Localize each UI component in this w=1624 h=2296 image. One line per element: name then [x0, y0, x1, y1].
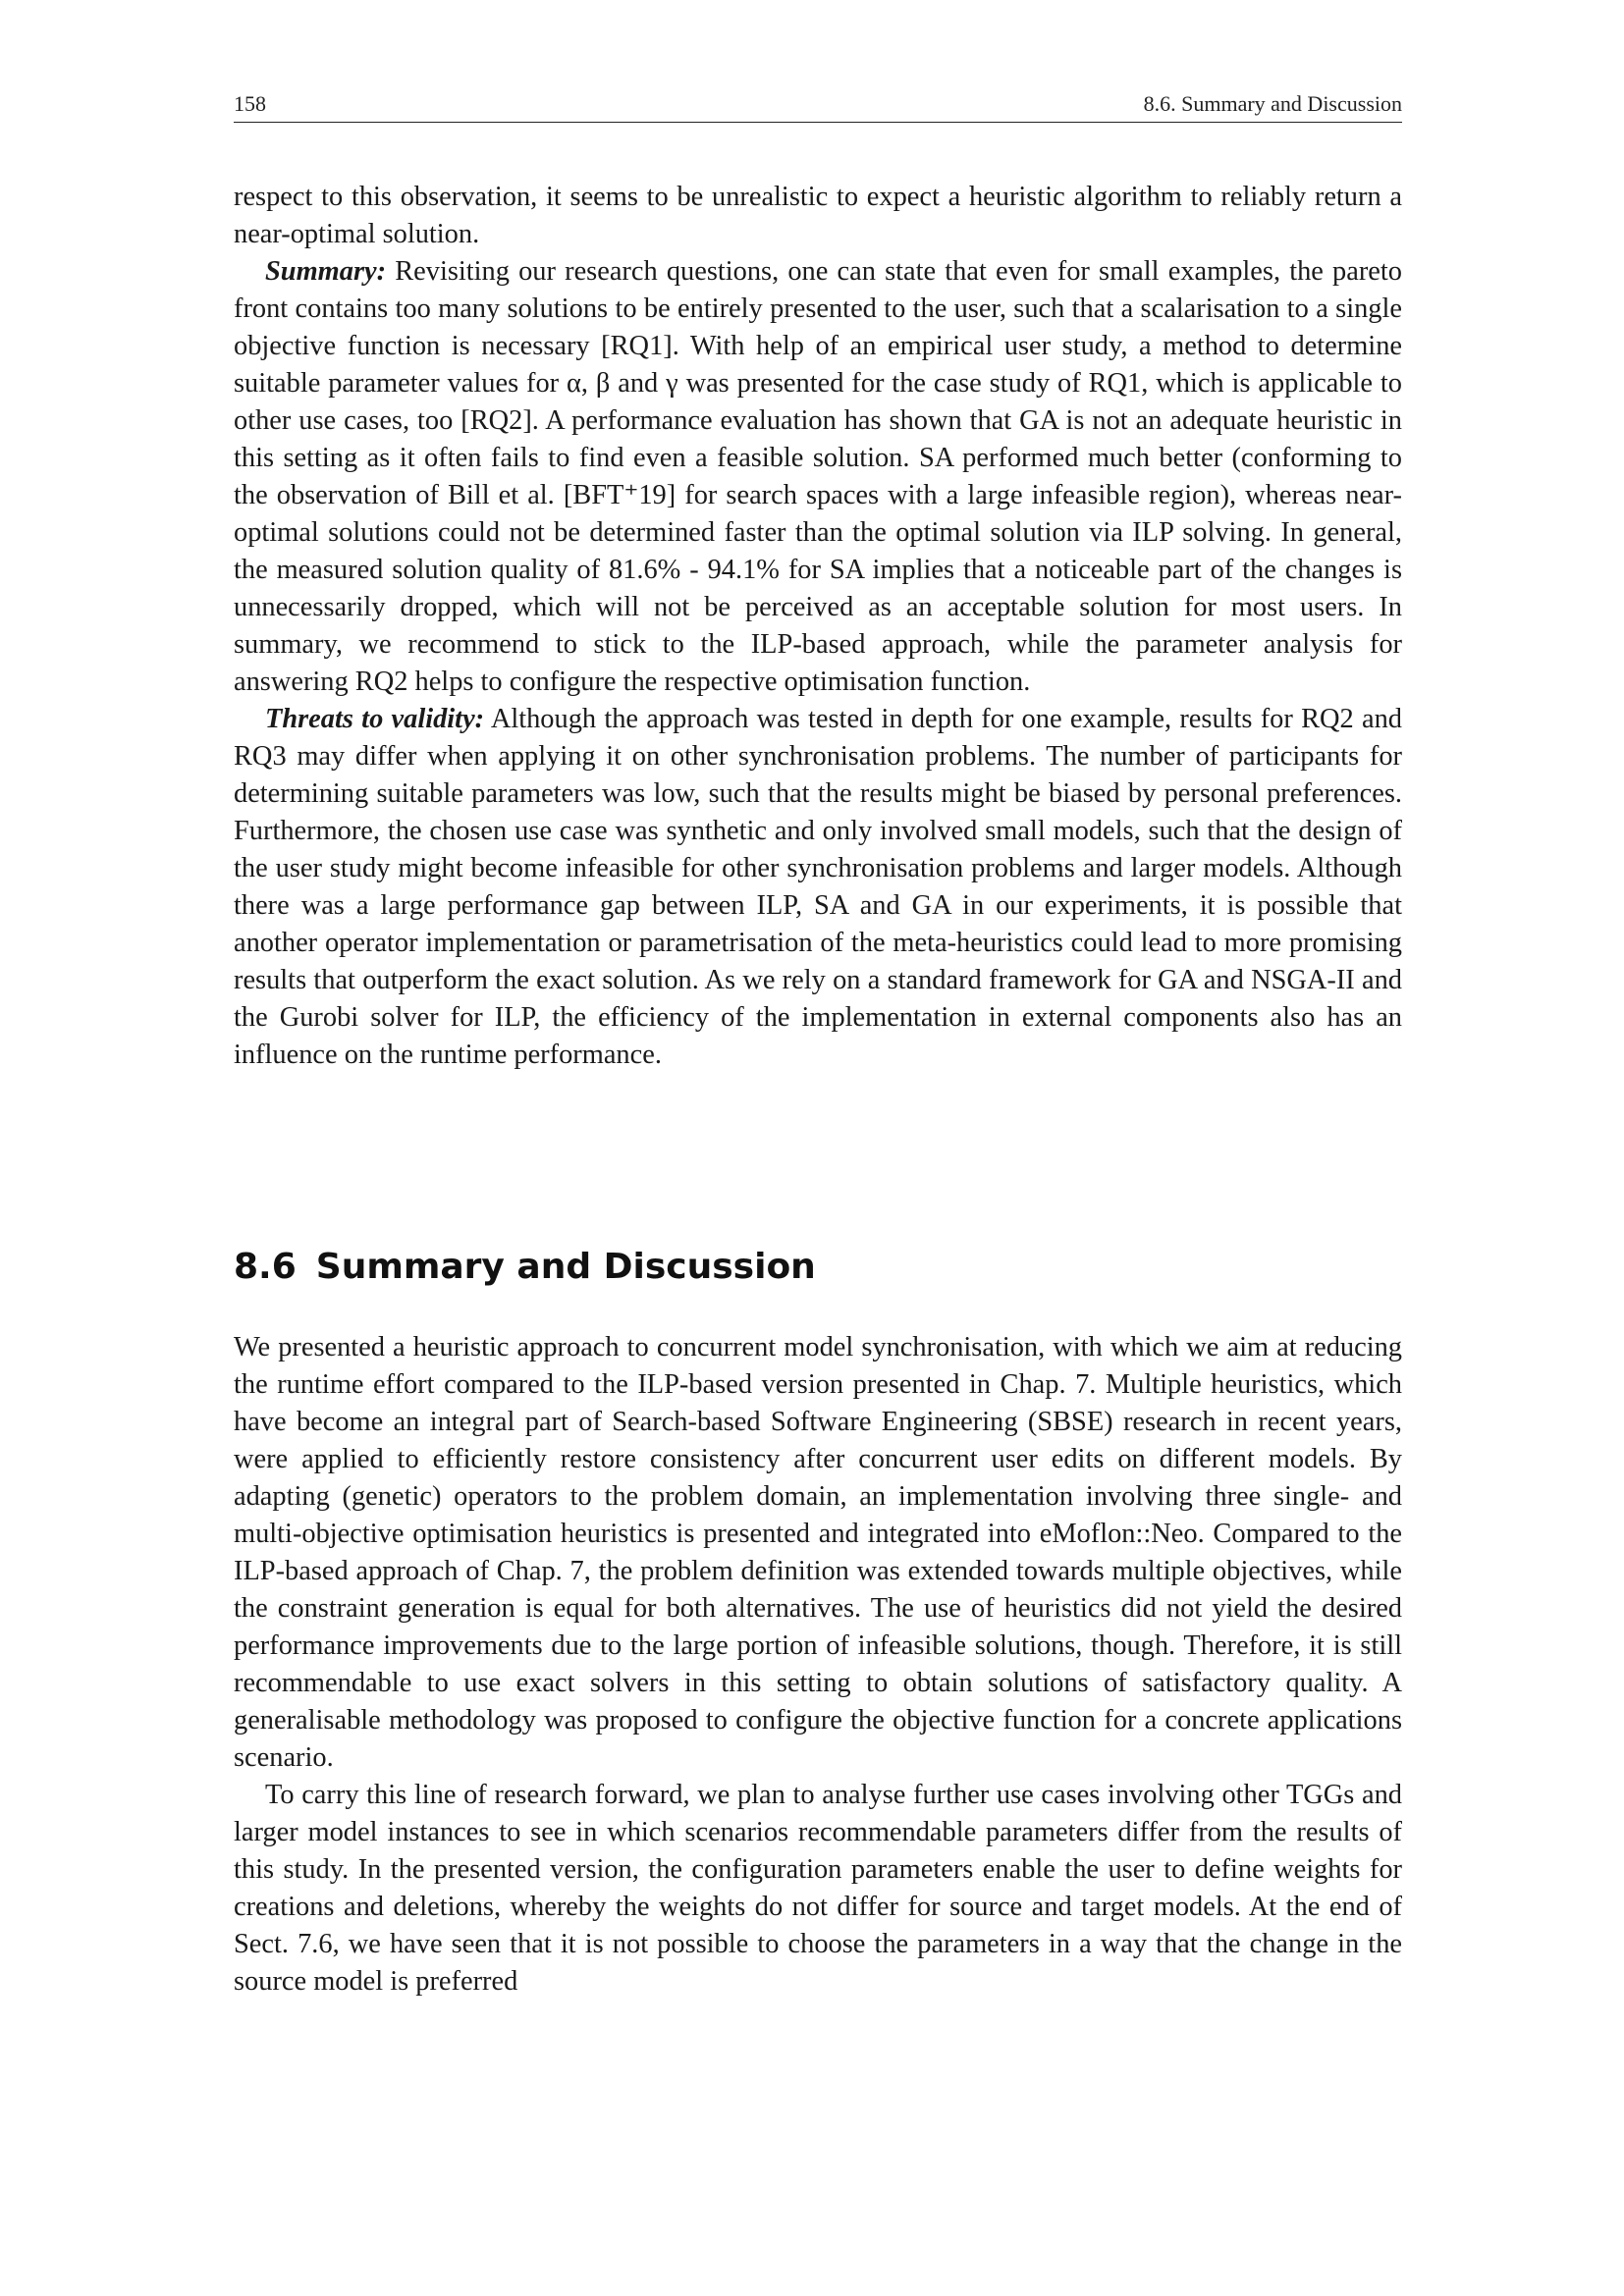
paragraph-section-1: We presented a heuristic approach to concurrent model synchronisation, with which we aim at reducing the runtime effort compared to the ILP-based version presented in Chap. 7. Multiple heuristics, which have become an integral part of Search-based Software Engineering (SBSE) research in recent years, were applied to efficiently restore consistency after concurrent user edits on different models. By adapting (genetic) operators to the problem domain, an implementation involving three single- and multi-objective optimisation heuristics is presented and integrated into eMoflon::Neo. Compared to the ILP-based approach of Chap. 7, the problem definition was extended towards multiple objectives, while the constraint generation is equal for both alternatives. The use of heuristics did not yield the desired performance improvements due to the large portion of infeasible solutions, though. Therefore, it is still recommendable to use exact solvers in this setting to obtain solutions of satisfactory quality. A generalisable methodology was proposed to configure the objective function for a concrete applications scenario. [234, 1332, 1402, 1773]
threats-text: Although the approach was tested in depth for one example, results for RQ2 and RQ3 may differ when applying it on other synchronisation problems. The number of participants for determining suitable parameters was low, such that the results might be biased by personal preferences. Furthermore, the chosen use case was synthetic and only involved small models, such that the design of the user study might become infeasible for other synchronisation problems and larger models. Although there was a large performance gap between ILP, SA and GA in our experiments, it is possible that another operator implementation or parametrisation of the meta-heuristics could lead to more promising results that outperform the exact solution. As we rely on a standard framework for GA and NSGA-II and the Gurobi solver for ILP, the efficiency of the implementation in external components also has an influence on the runtime performance. [234, 704, 1402, 1070]
section-number: 8.6 [234, 1247, 297, 1287]
section-title: Summary and Discussion [315, 1247, 816, 1287]
section-heading [234, 1247, 1402, 1287]
running-section-title: 8.6. Summary and Discussion [1143, 91, 1402, 116]
paragraph-threats [234, 701, 1402, 1074]
summary-text: Revisiting our research questions, one can state that even for small examples, the pareto front contains too many solutions to be entirely presented to the user, such that a scalarisation to a single objective function is necessary [RQ1]. With help of an empirical user study, a method to determine suitable parameter values for α, β and γ was presented for the case study of RQ1, which is applicable to other use cases, too [RQ2]. A performance evaluation has shown that GA is not an adequate heuristic in this setting as it often fails to find even a feasible solution. SA performed much better (conforming to the observation of Bill et al. [BFT⁺19] for search spaces with a large infeasible region), whereas near-optimal solutions could not be determined faster than the optimal solution via ILP solving. In general, the measured solution quality of 81.6% - 94.1% for SA implies that a noticeable part of the changes is unnecessarily dropped, which will not be perceived as an acceptable solution for most users. In summary, we recommend to stick to the ILP-based approach, while the parameter analysis for answering RQ2 helps to configure the respective optimisation function. [234, 256, 1402, 697]
body-text-top [234, 179, 1402, 1074]
paragraph-section-2: To carry this line of research forward, we plan to analyse further use cases involving other TGGs and larger model instances to see in which scenarios recommendable parameters differ from the results of this study. In the presented version, the configuration parameters enable the user to define weights for creations and deletions, whereby the weights do not differ for source and target models. At the end of Sect. 7.6, we have seen that it is not possible to choose the parameters in a way that the change in the source model is preferred [234, 1780, 1402, 1997]
page-number: 158 [234, 91, 266, 116]
threats-run-in-label: Threats to validity: [265, 704, 485, 734]
paragraph-summary [234, 253, 1402, 701]
body-text-section [234, 1329, 1402, 2001]
paragraph-continuation: respect to this observation, it seems to be unrealistic to expect a heuristic algorithm to reliably return a near-optimal solution. [234, 182, 1402, 249]
summary-run-in-label: Summary: [265, 256, 387, 287]
running-header [234, 88, 1402, 123]
